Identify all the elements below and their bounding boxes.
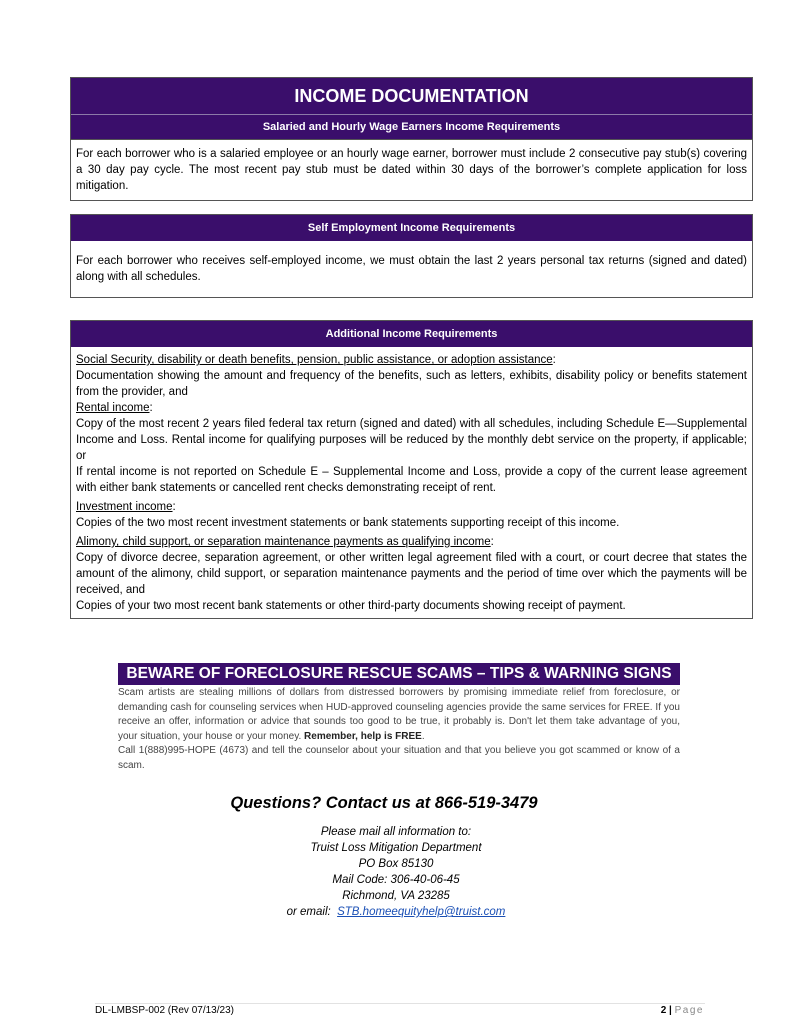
- social-security-label-line: Social Security, disability or death benefits, pension, public assistance, or adoption assistance:: [76, 354, 556, 366]
- rental-label-line: Rental income:: [76, 402, 153, 414]
- self-employment-text: For each borrower who receives self-employed income, we must obtain the last 2 years personal tax returns (signed and dated) along with all schedules.: [76, 255, 747, 283]
- mail-city: Richmond, VA 23285: [342, 890, 450, 902]
- salaried-text-block: [71, 139, 752, 200]
- social-security-label: Social Security, disability or death benefits, pension, public assistance, or adoption assistance: [76, 354, 553, 366]
- income-documentation-section: [70, 77, 753, 201]
- mail-code: Mail Code: 306-40-06-45: [332, 874, 460, 886]
- footer-divider: [95, 1003, 705, 1004]
- page-label: Page: [674, 1005, 704, 1016]
- email-prefix: or email:: [286, 906, 331, 918]
- footer-form-id: DL-LMBSP-002 (Rev 07/13/23): [95, 1005, 234, 1016]
- mailing-address-block: [0, 824, 792, 920]
- self-employment-section: [70, 214, 753, 298]
- alimony-label-line: Alimony, child support, or separation maintenance payments as qualifying income:: [76, 536, 494, 548]
- additional-income-section: [70, 320, 753, 619]
- self-employment-heading: Self Employment Income Requirements: [71, 215, 752, 241]
- rental-income-text-2: If rental income is not reported on Schedule E – Supplemental Income and Loss, provide a copy of the current lease agreement with either bank statements or cancelled rent checks demonstrating receipt of rent.: [76, 466, 747, 494]
- scam-help-free: Remember, help is FREE: [304, 730, 422, 742]
- additional-income-text-block: [71, 347, 752, 618]
- email-line: [0, 904, 792, 920]
- scam-text: Scam artists are stealing millions of dollars from distressed borrowers by promising immediate relief from foreclosure, or demanding cash for counseling services when HUD-approved counseling agencies provide the same services for FREE. If you receive an offer, information or advice that sounds too good to be true, it probably is. Don't let them take advantage of you, your situation, your house or your money.: [118, 687, 680, 742]
- additional-income-heading: Additional Income Requirements: [71, 321, 752, 347]
- alimony-text-2: Copies of your two most recent bank statements or other third-party documents showing receipt of payment.: [76, 600, 626, 612]
- scam-call-text: Call 1(888)995-HOPE (4673) and tell the counselor about your situation and that you believe you got scammed or know of a scam.: [118, 745, 680, 771]
- email-link[interactable]: STB.homeequityhelp@truist.com: [337, 906, 506, 918]
- rental-income-label: Rental income: [76, 402, 150, 414]
- self-employment-text-block: [71, 241, 752, 297]
- questions-contact-heading: Questions? Contact us at 866-519-3479: [230, 794, 538, 812]
- page-number: 2: [660, 1005, 667, 1016]
- investment-income-label: Investment income: [76, 501, 173, 513]
- alimony-label: Alimony, child support, or separation maintenance payments as qualifying income: [76, 536, 491, 548]
- investment-income-text: Copies of the two most recent investment statements or bank statements supporting receipt of this income.: [76, 517, 620, 529]
- scam-warning-title: BEWARE OF FORECLOSURE RESCUE SCAMS – TIPS & WARNING SIGNS: [118, 663, 680, 685]
- investment-label-line: Investment income:: [76, 501, 176, 513]
- mail-intro: Please mail all information to:: [320, 826, 472, 838]
- salaried-text: For each borrower who is a salaried employee or an hourly wage earner, borrower must include 2 consecutive pay stub(s) covering a 30 day pay cycle. The most recent pay stub must be dated within 30 days of the borrower’s complete application for loss mitigation.: [76, 148, 747, 192]
- rental-income-text: Copy of the most recent 2 years filed federal tax return (signed and dated) with all schedules, including Schedule E—Supplemental Income and Loss. Rental income for qualifying purposes will be reduced by the monthly debt service on the property, if applicable; or: [76, 418, 747, 462]
- social-security-text: Documentation showing the amount and frequency of the benefits, such as letters, exhibits, disability policy or benefits statement from the provider, and: [76, 370, 747, 398]
- salaried-heading: Salaried and Hourly Wage Earners Income Requirements: [71, 115, 752, 139]
- page-separator: |: [669, 1005, 672, 1016]
- mail-po-box: PO Box 85130: [358, 858, 434, 870]
- alimony-text: Copy of divorce decree, separation agreement, or other written legal agreement filed with a court, or court decree that states the amount of the alimony, child support, or separation maintenance payments and the period of time over which the payments will be received, and: [76, 552, 747, 596]
- scam-paragraph: Scam artists are stealing millions of dollars from distressed borrowers by promising immediate relief from foreclosure, or demanding cash for counseling services when HUD-approved counseling agencies provide the same services for FREE. If you receive an offer, information or advice that sounds too good to be true, it probably is. Don't let them take advantage of you, your situation, your house or your money. Remember, help is FREE.: [118, 687, 680, 742]
- scam-warning-body: [118, 686, 680, 774]
- footer-page-number: [661, 1005, 704, 1016]
- section-title: INCOME DOCUMENTATION: [71, 78, 752, 115]
- mail-department: Truist Loss Mitigation Department: [310, 842, 482, 854]
